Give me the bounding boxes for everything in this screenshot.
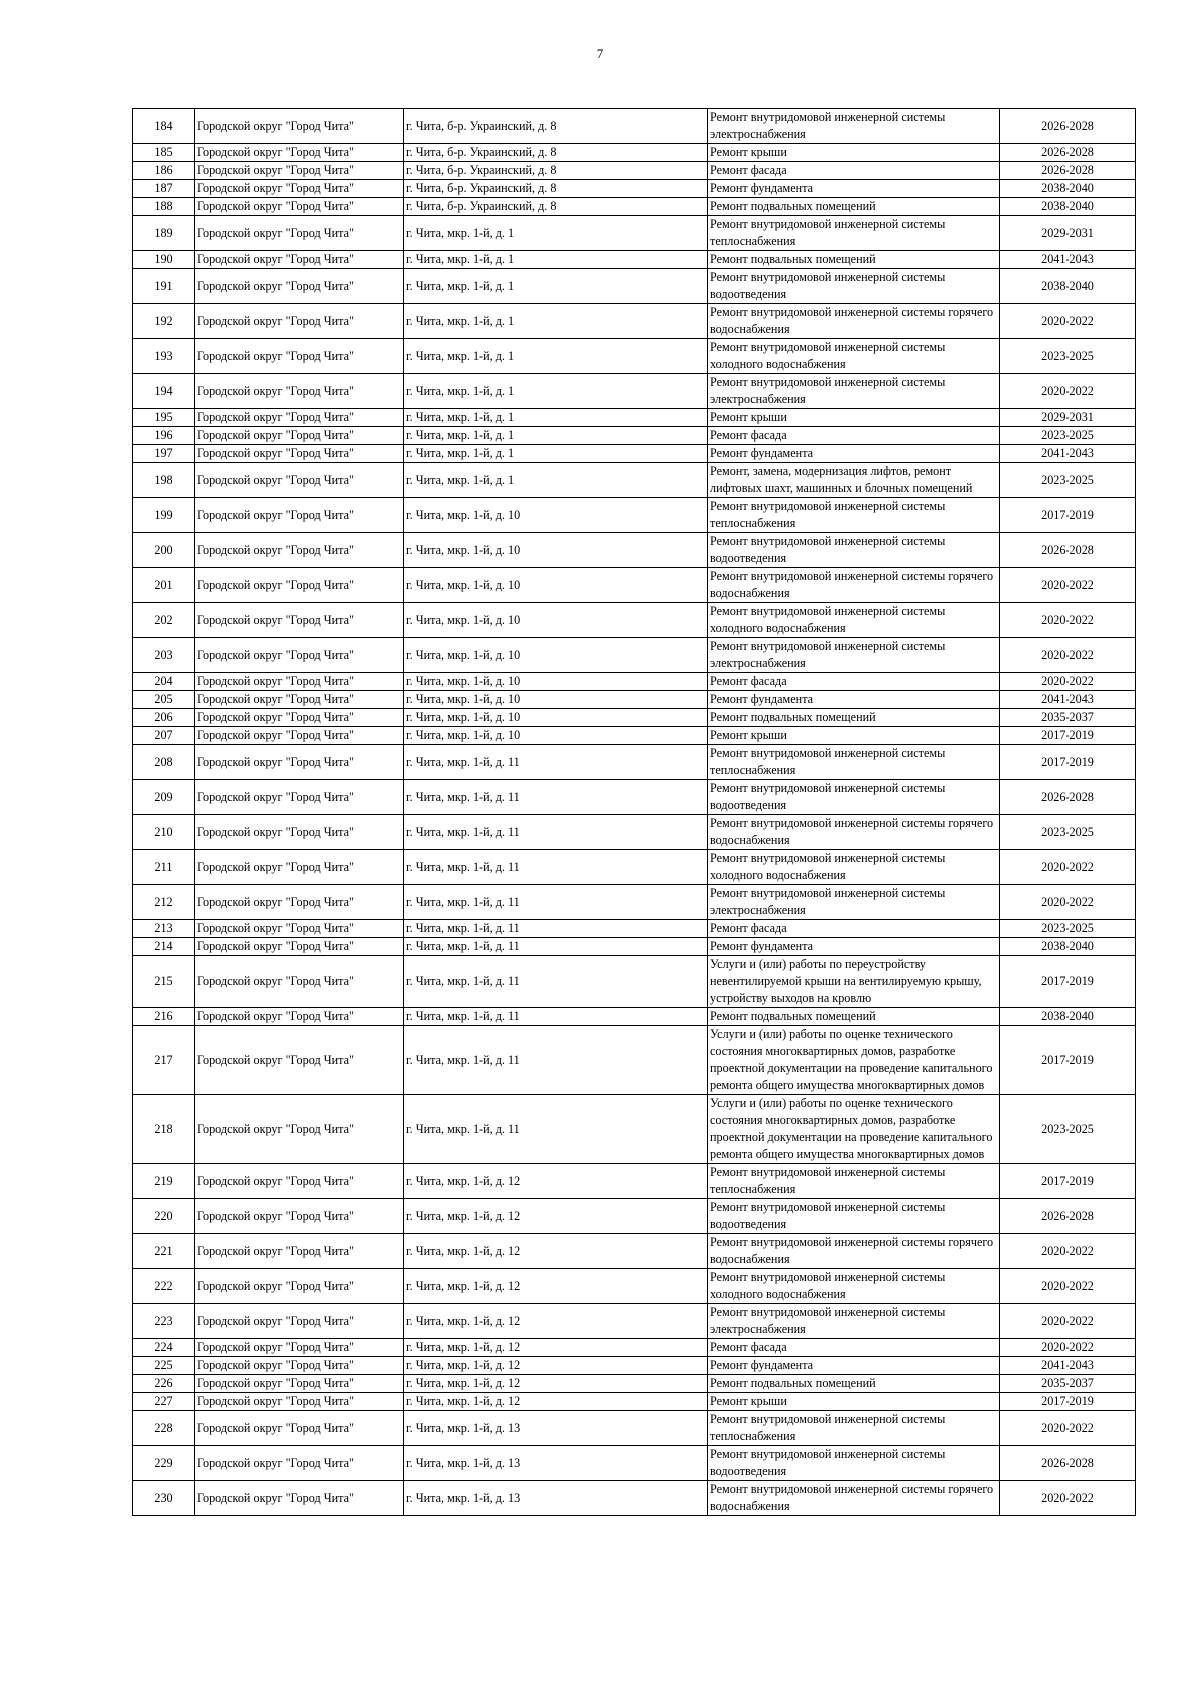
- table-row: [133, 638, 1136, 673]
- table-row: [133, 269, 1136, 304]
- row-number-cell: 214: [133, 938, 195, 956]
- period-cell: 2023-2025: [1000, 920, 1136, 938]
- row-number-cell: 184: [133, 109, 195, 144]
- work-type-cell: Ремонт фасада: [708, 162, 1000, 180]
- period-cell: 2020-2022: [1000, 1304, 1136, 1339]
- period-cell: 2020-2022: [1000, 638, 1136, 673]
- table-row: [133, 568, 1136, 603]
- municipality-cell: Городской округ "Город Чита": [195, 885, 404, 920]
- municipality-cell: Городской округ "Город Чита": [195, 1446, 404, 1481]
- row-number-cell: 200: [133, 533, 195, 568]
- address-cell: г. Чита, мкр. 1-й, д. 10: [404, 727, 708, 745]
- period-cell: 2035-2037: [1000, 1375, 1136, 1393]
- work-type-cell: Ремонт крыши: [708, 144, 1000, 162]
- row-number-cell: 202: [133, 603, 195, 638]
- table-row: [133, 533, 1136, 568]
- address-cell: г. Чита, мкр. 1-й, д. 13: [404, 1481, 708, 1516]
- address-cell: г. Чита, мкр. 1-й, д. 1: [404, 427, 708, 445]
- municipality-cell: Городской округ "Город Чита": [195, 109, 404, 144]
- address-cell: г. Чита, мкр. 1-й, д. 10: [404, 533, 708, 568]
- row-number-cell: 197: [133, 445, 195, 463]
- municipality-cell: Городской округ "Город Чита": [195, 568, 404, 603]
- municipality-cell: Городской округ "Город Чита": [195, 1008, 404, 1026]
- row-number-cell: 205: [133, 691, 195, 709]
- row-number-cell: 198: [133, 463, 195, 498]
- row-number-cell: 226: [133, 1375, 195, 1393]
- municipality-cell: Городской округ "Город Чита": [195, 745, 404, 780]
- work-type-cell: Ремонт внутридомовой инженерной системы холодного водоснабжения: [708, 1269, 1000, 1304]
- row-number-cell: 188: [133, 198, 195, 216]
- row-number-cell: 204: [133, 673, 195, 691]
- address-cell: г. Чита, мкр. 1-й, д. 12: [404, 1304, 708, 1339]
- address-cell: г. Чита, б-р. Украинский, д. 8: [404, 180, 708, 198]
- row-number-cell: 192: [133, 304, 195, 339]
- municipality-cell: Городской округ "Город Чита": [195, 1304, 404, 1339]
- address-cell: г. Чита, мкр. 1-й, д. 1: [404, 251, 708, 269]
- address-cell: г. Чита, мкр. 1-й, д. 11: [404, 956, 708, 1008]
- table-row: [133, 780, 1136, 815]
- municipality-cell: Городской округ "Город Чита": [195, 445, 404, 463]
- row-number-cell: 216: [133, 1008, 195, 1026]
- address-cell: г. Чита, мкр. 1-й, д. 11: [404, 850, 708, 885]
- period-cell: 2023-2025: [1000, 1095, 1136, 1164]
- address-cell: г. Чита, мкр. 1-й, д. 12: [404, 1357, 708, 1375]
- municipality-cell: Городской округ "Город Чита": [195, 198, 404, 216]
- period-cell: 2020-2022: [1000, 304, 1136, 339]
- period-cell: 2029-2031: [1000, 409, 1136, 427]
- row-number-cell: 201: [133, 568, 195, 603]
- address-cell: г. Чита, мкр. 1-й, д. 1: [404, 339, 708, 374]
- address-cell: г. Чита, мкр. 1-й, д. 12: [404, 1269, 708, 1304]
- municipality-cell: Городской округ "Город Чита": [195, 1269, 404, 1304]
- municipality-cell: Городской округ "Город Чита": [195, 956, 404, 1008]
- work-type-cell: Ремонт внутридомовой инженерной системы горячего водоснабжения: [708, 304, 1000, 339]
- work-type-cell: Ремонт фундамента: [708, 691, 1000, 709]
- work-type-cell: Услуги и (или) работы по оценке технического состояния многоквартирных домов, разработке проектной документации на проведение капитального ремонта общего имущества многоквартирных домов: [708, 1026, 1000, 1095]
- table-row: [133, 673, 1136, 691]
- row-number-cell: 225: [133, 1357, 195, 1375]
- work-type-cell: Ремонт внутридомовой инженерной системы водоотведения: [708, 1199, 1000, 1234]
- row-number-cell: 211: [133, 850, 195, 885]
- period-cell: 2017-2019: [1000, 956, 1136, 1008]
- work-type-cell: Ремонт фундамента: [708, 1357, 1000, 1375]
- municipality-cell: Городской округ "Город Чита": [195, 780, 404, 815]
- period-cell: 2038-2040: [1000, 1008, 1136, 1026]
- municipality-cell: Городской округ "Город Чита": [195, 727, 404, 745]
- work-type-cell: Ремонт подвальных помещений: [708, 198, 1000, 216]
- work-type-cell: Ремонт внутридомовой инженерной системы теплоснабжения: [708, 1164, 1000, 1199]
- work-type-cell: Услуги и (или) работы по оценке технического состояния многоквартирных домов, разработке проектной документации на проведение капитального ремонта общего имущества многоквартирных домов: [708, 1095, 1000, 1164]
- table-row: [133, 727, 1136, 745]
- work-type-cell: Ремонт внутридомовой инженерной системы водоотведения: [708, 780, 1000, 815]
- table-row: [133, 956, 1136, 1008]
- work-type-cell: Ремонт фасада: [708, 673, 1000, 691]
- table-row: [133, 1234, 1136, 1269]
- row-number-cell: 220: [133, 1199, 195, 1234]
- municipality-cell: Городской округ "Город Чита": [195, 1393, 404, 1411]
- row-number-cell: 189: [133, 216, 195, 251]
- table-body: [133, 109, 1136, 1516]
- address-cell: г. Чита, б-р. Украинский, д. 8: [404, 162, 708, 180]
- municipality-cell: Городской округ "Город Чита": [195, 673, 404, 691]
- municipality-cell: Городской округ "Город Чита": [195, 850, 404, 885]
- work-type-cell: Ремонт внутридомовой инженерной системы холодного водоснабжения: [708, 339, 1000, 374]
- work-type-cell: Ремонт фасада: [708, 1339, 1000, 1357]
- period-cell: 2041-2043: [1000, 1357, 1136, 1375]
- period-cell: 2017-2019: [1000, 745, 1136, 780]
- row-number-cell: 217: [133, 1026, 195, 1095]
- period-cell: 2026-2028: [1000, 1446, 1136, 1481]
- row-number-cell: 199: [133, 498, 195, 533]
- address-cell: г. Чита, мкр. 1-й, д. 1: [404, 269, 708, 304]
- municipality-cell: Городской округ "Город Чита": [195, 815, 404, 850]
- period-cell: 2017-2019: [1000, 1164, 1136, 1199]
- row-number-cell: 218: [133, 1095, 195, 1164]
- address-cell: г. Чита, мкр. 1-й, д. 12: [404, 1375, 708, 1393]
- table-row: [133, 216, 1136, 251]
- work-type-cell: Ремонт внутридомовой инженерной системы водоотведения: [708, 1446, 1000, 1481]
- address-cell: г. Чита, мкр. 1-й, д. 1: [404, 216, 708, 251]
- address-cell: г. Чита, мкр. 1-й, д. 11: [404, 745, 708, 780]
- municipality-cell: Городской округ "Город Чита": [195, 216, 404, 251]
- period-cell: 2026-2028: [1000, 162, 1136, 180]
- period-cell: 2017-2019: [1000, 727, 1136, 745]
- row-number-cell: 190: [133, 251, 195, 269]
- address-cell: г. Чита, мкр. 1-й, д. 13: [404, 1446, 708, 1481]
- row-number-cell: 186: [133, 162, 195, 180]
- period-cell: 2026-2028: [1000, 533, 1136, 568]
- municipality-cell: Городской округ "Город Чита": [195, 409, 404, 427]
- row-number-cell: 207: [133, 727, 195, 745]
- work-type-cell: Ремонт внутридомовой инженерной системы теплоснабжения: [708, 216, 1000, 251]
- address-cell: г. Чита, мкр. 1-й, д. 10: [404, 498, 708, 533]
- address-cell: г. Чита, мкр. 1-й, д. 11: [404, 938, 708, 956]
- address-cell: г. Чита, мкр. 1-й, д. 11: [404, 1095, 708, 1164]
- municipality-cell: Городской округ "Город Чита": [195, 938, 404, 956]
- work-type-cell: Ремонт внутридомовой инженерной системы горячего водоснабжения: [708, 568, 1000, 603]
- row-number-cell: 185: [133, 144, 195, 162]
- address-cell: г. Чита, мкр. 1-й, д. 10: [404, 568, 708, 603]
- address-cell: г. Чита, мкр. 1-й, д. 10: [404, 673, 708, 691]
- municipality-cell: Городской округ "Город Чита": [195, 1375, 404, 1393]
- table-row: [133, 374, 1136, 409]
- municipality-cell: Городской округ "Город Чита": [195, 691, 404, 709]
- table-row: [133, 1339, 1136, 1357]
- row-number-cell: 224: [133, 1339, 195, 1357]
- address-cell: г. Чита, мкр. 1-й, д. 10: [404, 638, 708, 673]
- period-cell: 2038-2040: [1000, 269, 1136, 304]
- table-row: [133, 198, 1136, 216]
- work-type-cell: Ремонт внутридомовой инженерной системы электроснабжения: [708, 374, 1000, 409]
- work-type-cell: Ремонт внутридомовой инженерной системы электроснабжения: [708, 638, 1000, 673]
- work-type-cell: Ремонт фундамента: [708, 938, 1000, 956]
- table-row: [133, 920, 1136, 938]
- municipality-cell: Городской округ "Город Чита": [195, 1339, 404, 1357]
- row-number-cell: 223: [133, 1304, 195, 1339]
- period-cell: 2026-2028: [1000, 144, 1136, 162]
- address-cell: г. Чита, мкр. 1-й, д. 1: [404, 304, 708, 339]
- table-row: [133, 445, 1136, 463]
- period-cell: 2023-2025: [1000, 463, 1136, 498]
- work-type-cell: Ремонт внутридомовой инженерной системы холодного водоснабжения: [708, 603, 1000, 638]
- work-type-cell: Услуги и (или) работы по переустройству невентилируемой крыши на вентилируемую крышу, устройству выходов на кровлю: [708, 956, 1000, 1008]
- period-cell: 2026-2028: [1000, 1199, 1136, 1234]
- table-row: [133, 339, 1136, 374]
- municipality-cell: Городской округ "Город Чита": [195, 374, 404, 409]
- address-cell: г. Чита, мкр. 1-й, д. 10: [404, 603, 708, 638]
- period-cell: 2020-2022: [1000, 1234, 1136, 1269]
- table-row: [133, 745, 1136, 780]
- repair-schedule-table: [132, 108, 1136, 1516]
- period-cell: 2020-2022: [1000, 850, 1136, 885]
- period-cell: 2020-2022: [1000, 885, 1136, 920]
- work-type-cell: Ремонт внутридомовой инженерной системы горячего водоснабжения: [708, 1481, 1000, 1516]
- municipality-cell: Городской округ "Город Чита": [195, 1357, 404, 1375]
- period-cell: 2020-2022: [1000, 1481, 1136, 1516]
- table-row: [133, 1375, 1136, 1393]
- row-number-cell: 191: [133, 269, 195, 304]
- address-cell: г. Чита, мкр. 1-й, д. 1: [404, 409, 708, 427]
- table-row: [133, 1095, 1136, 1164]
- municipality-cell: Городской округ "Город Чита": [195, 920, 404, 938]
- address-cell: г. Чита, б-р. Украинский, д. 8: [404, 144, 708, 162]
- work-type-cell: Ремонт подвальных помещений: [708, 709, 1000, 727]
- row-number-cell: 221: [133, 1234, 195, 1269]
- table-row: [133, 1164, 1136, 1199]
- row-number-cell: 212: [133, 885, 195, 920]
- row-number-cell: 194: [133, 374, 195, 409]
- period-cell: 2041-2043: [1000, 445, 1136, 463]
- table-row: [133, 144, 1136, 162]
- municipality-cell: Городской округ "Город Чита": [195, 1095, 404, 1164]
- municipality-cell: Городской округ "Город Чита": [195, 1411, 404, 1446]
- page-number: 7: [596, 46, 604, 61]
- address-cell: г. Чита, мкр. 1-й, д. 12: [404, 1339, 708, 1357]
- municipality-cell: Городской округ "Город Чита": [195, 709, 404, 727]
- period-cell: 2020-2022: [1000, 1269, 1136, 1304]
- work-type-cell: Ремонт внутридомовой инженерной системы горячего водоснабжения: [708, 815, 1000, 850]
- municipality-cell: Городской округ "Город Чита": [195, 1026, 404, 1095]
- municipality-cell: Городской округ "Город Чита": [195, 162, 404, 180]
- address-cell: г. Чита, мкр. 1-й, д. 10: [404, 709, 708, 727]
- work-type-cell: Ремонт внутридомовой инженерной системы холодного водоснабжения: [708, 850, 1000, 885]
- work-type-cell: Ремонт внутридомовой инженерной системы электроснабжения: [708, 109, 1000, 144]
- period-cell: 2038-2040: [1000, 938, 1136, 956]
- work-type-cell: Ремонт внутридомовой инженерной системы водоотведения: [708, 533, 1000, 568]
- address-cell: г. Чита, мкр. 1-й, д. 10: [404, 691, 708, 709]
- row-number-cell: 210: [133, 815, 195, 850]
- municipality-cell: Городской округ "Город Чита": [195, 339, 404, 374]
- table-row: [133, 498, 1136, 533]
- address-cell: г. Чита, мкр. 1-й, д. 12: [404, 1164, 708, 1199]
- work-type-cell: Ремонт внутридомовой инженерной системы электроснабжения: [708, 1304, 1000, 1339]
- table-row: [133, 1008, 1136, 1026]
- municipality-cell: Городской округ "Город Чита": [195, 498, 404, 533]
- work-type-cell: Ремонт, замена, модернизация лифтов, ремонт лифтовых шахт, машинных и блочных помещений: [708, 463, 1000, 498]
- row-number-cell: 209: [133, 780, 195, 815]
- table-row: [133, 691, 1136, 709]
- address-cell: г. Чита, мкр. 1-й, д. 11: [404, 780, 708, 815]
- table-row: [133, 1393, 1136, 1411]
- address-cell: г. Чита, мкр. 1-й, д. 12: [404, 1393, 708, 1411]
- table-row: [133, 938, 1136, 956]
- table-row: [133, 409, 1136, 427]
- row-number-cell: 208: [133, 745, 195, 780]
- address-cell: г. Чита, б-р. Украинский, д. 8: [404, 198, 708, 216]
- table-row: [133, 1411, 1136, 1446]
- row-number-cell: 213: [133, 920, 195, 938]
- municipality-cell: Городской округ "Город Чита": [195, 269, 404, 304]
- work-type-cell: Ремонт фундамента: [708, 445, 1000, 463]
- work-type-cell: Ремонт внутридомовой инженерной системы теплоснабжения: [708, 498, 1000, 533]
- period-cell: 2041-2043: [1000, 691, 1136, 709]
- address-cell: г. Чита, мкр. 1-й, д. 13: [404, 1411, 708, 1446]
- table-row: [133, 885, 1136, 920]
- municipality-cell: Городской округ "Город Чита": [195, 1199, 404, 1234]
- municipality-cell: Городской округ "Город Чита": [195, 180, 404, 198]
- address-cell: г. Чита, мкр. 1-й, д. 11: [404, 815, 708, 850]
- work-type-cell: Ремонт фасада: [708, 427, 1000, 445]
- municipality-cell: Городской округ "Город Чита": [195, 1234, 404, 1269]
- table-row: [133, 180, 1136, 198]
- table-row: [133, 463, 1136, 498]
- work-type-cell: Ремонт подвальных помещений: [708, 1008, 1000, 1026]
- address-cell: г. Чита, б-р. Украинский, д. 8: [404, 109, 708, 144]
- row-number-cell: 196: [133, 427, 195, 445]
- period-cell: 2038-2040: [1000, 198, 1136, 216]
- address-cell: г. Чита, мкр. 1-й, д. 11: [404, 1026, 708, 1095]
- municipality-cell: Городской округ "Город Чита": [195, 304, 404, 339]
- table-row: [133, 251, 1136, 269]
- municipality-cell: Городской округ "Город Чита": [195, 427, 404, 445]
- period-cell: 2023-2025: [1000, 815, 1136, 850]
- municipality-cell: Городской округ "Город Чита": [195, 463, 404, 498]
- address-cell: г. Чита, мкр. 1-й, д. 1: [404, 374, 708, 409]
- table-row: [133, 1357, 1136, 1375]
- work-type-cell: Ремонт подвальных помещений: [708, 1375, 1000, 1393]
- address-cell: г. Чита, мкр. 1-й, д. 1: [404, 445, 708, 463]
- table-row: [133, 162, 1136, 180]
- period-cell: 2038-2040: [1000, 180, 1136, 198]
- row-number-cell: 193: [133, 339, 195, 374]
- work-type-cell: Ремонт крыши: [708, 727, 1000, 745]
- table-row: [133, 1026, 1136, 1095]
- table-row: [133, 850, 1136, 885]
- work-type-cell: Ремонт фундамента: [708, 180, 1000, 198]
- municipality-cell: Городской округ "Город Чита": [195, 144, 404, 162]
- work-type-cell: Ремонт внутридомовой инженерной системы горячего водоснабжения: [708, 1234, 1000, 1269]
- address-cell: г. Чита, мкр. 1-й, д. 12: [404, 1199, 708, 1234]
- work-type-cell: Ремонт внутридомовой инженерной системы электроснабжения: [708, 885, 1000, 920]
- period-cell: 2026-2028: [1000, 109, 1136, 144]
- municipality-cell: Городской округ "Город Чита": [195, 251, 404, 269]
- period-cell: 2020-2022: [1000, 673, 1136, 691]
- period-cell: 2029-2031: [1000, 216, 1136, 251]
- row-number-cell: 195: [133, 409, 195, 427]
- table-row: [133, 1304, 1136, 1339]
- row-number-cell: 219: [133, 1164, 195, 1199]
- table-row: [133, 427, 1136, 445]
- period-cell: 2017-2019: [1000, 1026, 1136, 1095]
- row-number-cell: 206: [133, 709, 195, 727]
- row-number-cell: 215: [133, 956, 195, 1008]
- table-row: [133, 815, 1136, 850]
- work-type-cell: Ремонт подвальных помещений: [708, 251, 1000, 269]
- work-type-cell: Ремонт крыши: [708, 409, 1000, 427]
- table-row: [133, 1199, 1136, 1234]
- municipality-cell: Городской округ "Город Чита": [195, 638, 404, 673]
- address-cell: г. Чита, мкр. 1-й, д. 11: [404, 885, 708, 920]
- table-row: [133, 1446, 1136, 1481]
- table-row: [133, 1481, 1136, 1516]
- period-cell: 2020-2022: [1000, 603, 1136, 638]
- work-type-cell: Ремонт внутридомовой инженерной системы водоотведения: [708, 269, 1000, 304]
- row-number-cell: 203: [133, 638, 195, 673]
- period-cell: 2020-2022: [1000, 1411, 1136, 1446]
- period-cell: 2020-2022: [1000, 374, 1136, 409]
- period-cell: 2020-2022: [1000, 1339, 1136, 1357]
- table-row: [133, 603, 1136, 638]
- table-row: [133, 1269, 1136, 1304]
- period-cell: 2026-2028: [1000, 780, 1136, 815]
- period-cell: 2023-2025: [1000, 427, 1136, 445]
- work-type-cell: Ремонт фасада: [708, 920, 1000, 938]
- address-cell: г. Чита, мкр. 1-й, д. 12: [404, 1234, 708, 1269]
- row-number-cell: 187: [133, 180, 195, 198]
- table-row: [133, 109, 1136, 144]
- period-cell: 2020-2022: [1000, 568, 1136, 603]
- municipality-cell: Городской округ "Город Чита": [195, 603, 404, 638]
- work-type-cell: Ремонт внутридомовой инженерной системы теплоснабжения: [708, 1411, 1000, 1446]
- period-cell: 2035-2037: [1000, 709, 1136, 727]
- municipality-cell: Городской округ "Город Чита": [195, 1164, 404, 1199]
- work-type-cell: Ремонт крыши: [708, 1393, 1000, 1411]
- period-cell: 2017-2019: [1000, 498, 1136, 533]
- municipality-cell: Городской округ "Город Чита": [195, 1481, 404, 1516]
- row-number-cell: 230: [133, 1481, 195, 1516]
- address-cell: г. Чита, мкр. 1-й, д. 1: [404, 463, 708, 498]
- period-cell: 2041-2043: [1000, 251, 1136, 269]
- work-type-cell: Ремонт внутридомовой инженерной системы теплоснабжения: [708, 745, 1000, 780]
- row-number-cell: 229: [133, 1446, 195, 1481]
- address-cell: г. Чита, мкр. 1-й, д. 11: [404, 920, 708, 938]
- period-cell: 2023-2025: [1000, 339, 1136, 374]
- table-row: [133, 709, 1136, 727]
- row-number-cell: 227: [133, 1393, 195, 1411]
- address-cell: г. Чита, мкр. 1-й, д. 11: [404, 1008, 708, 1026]
- table-row: [133, 304, 1136, 339]
- row-number-cell: 228: [133, 1411, 195, 1446]
- period-cell: 2017-2019: [1000, 1393, 1136, 1411]
- row-number-cell: 222: [133, 1269, 195, 1304]
- municipality-cell: Городской округ "Город Чита": [195, 533, 404, 568]
